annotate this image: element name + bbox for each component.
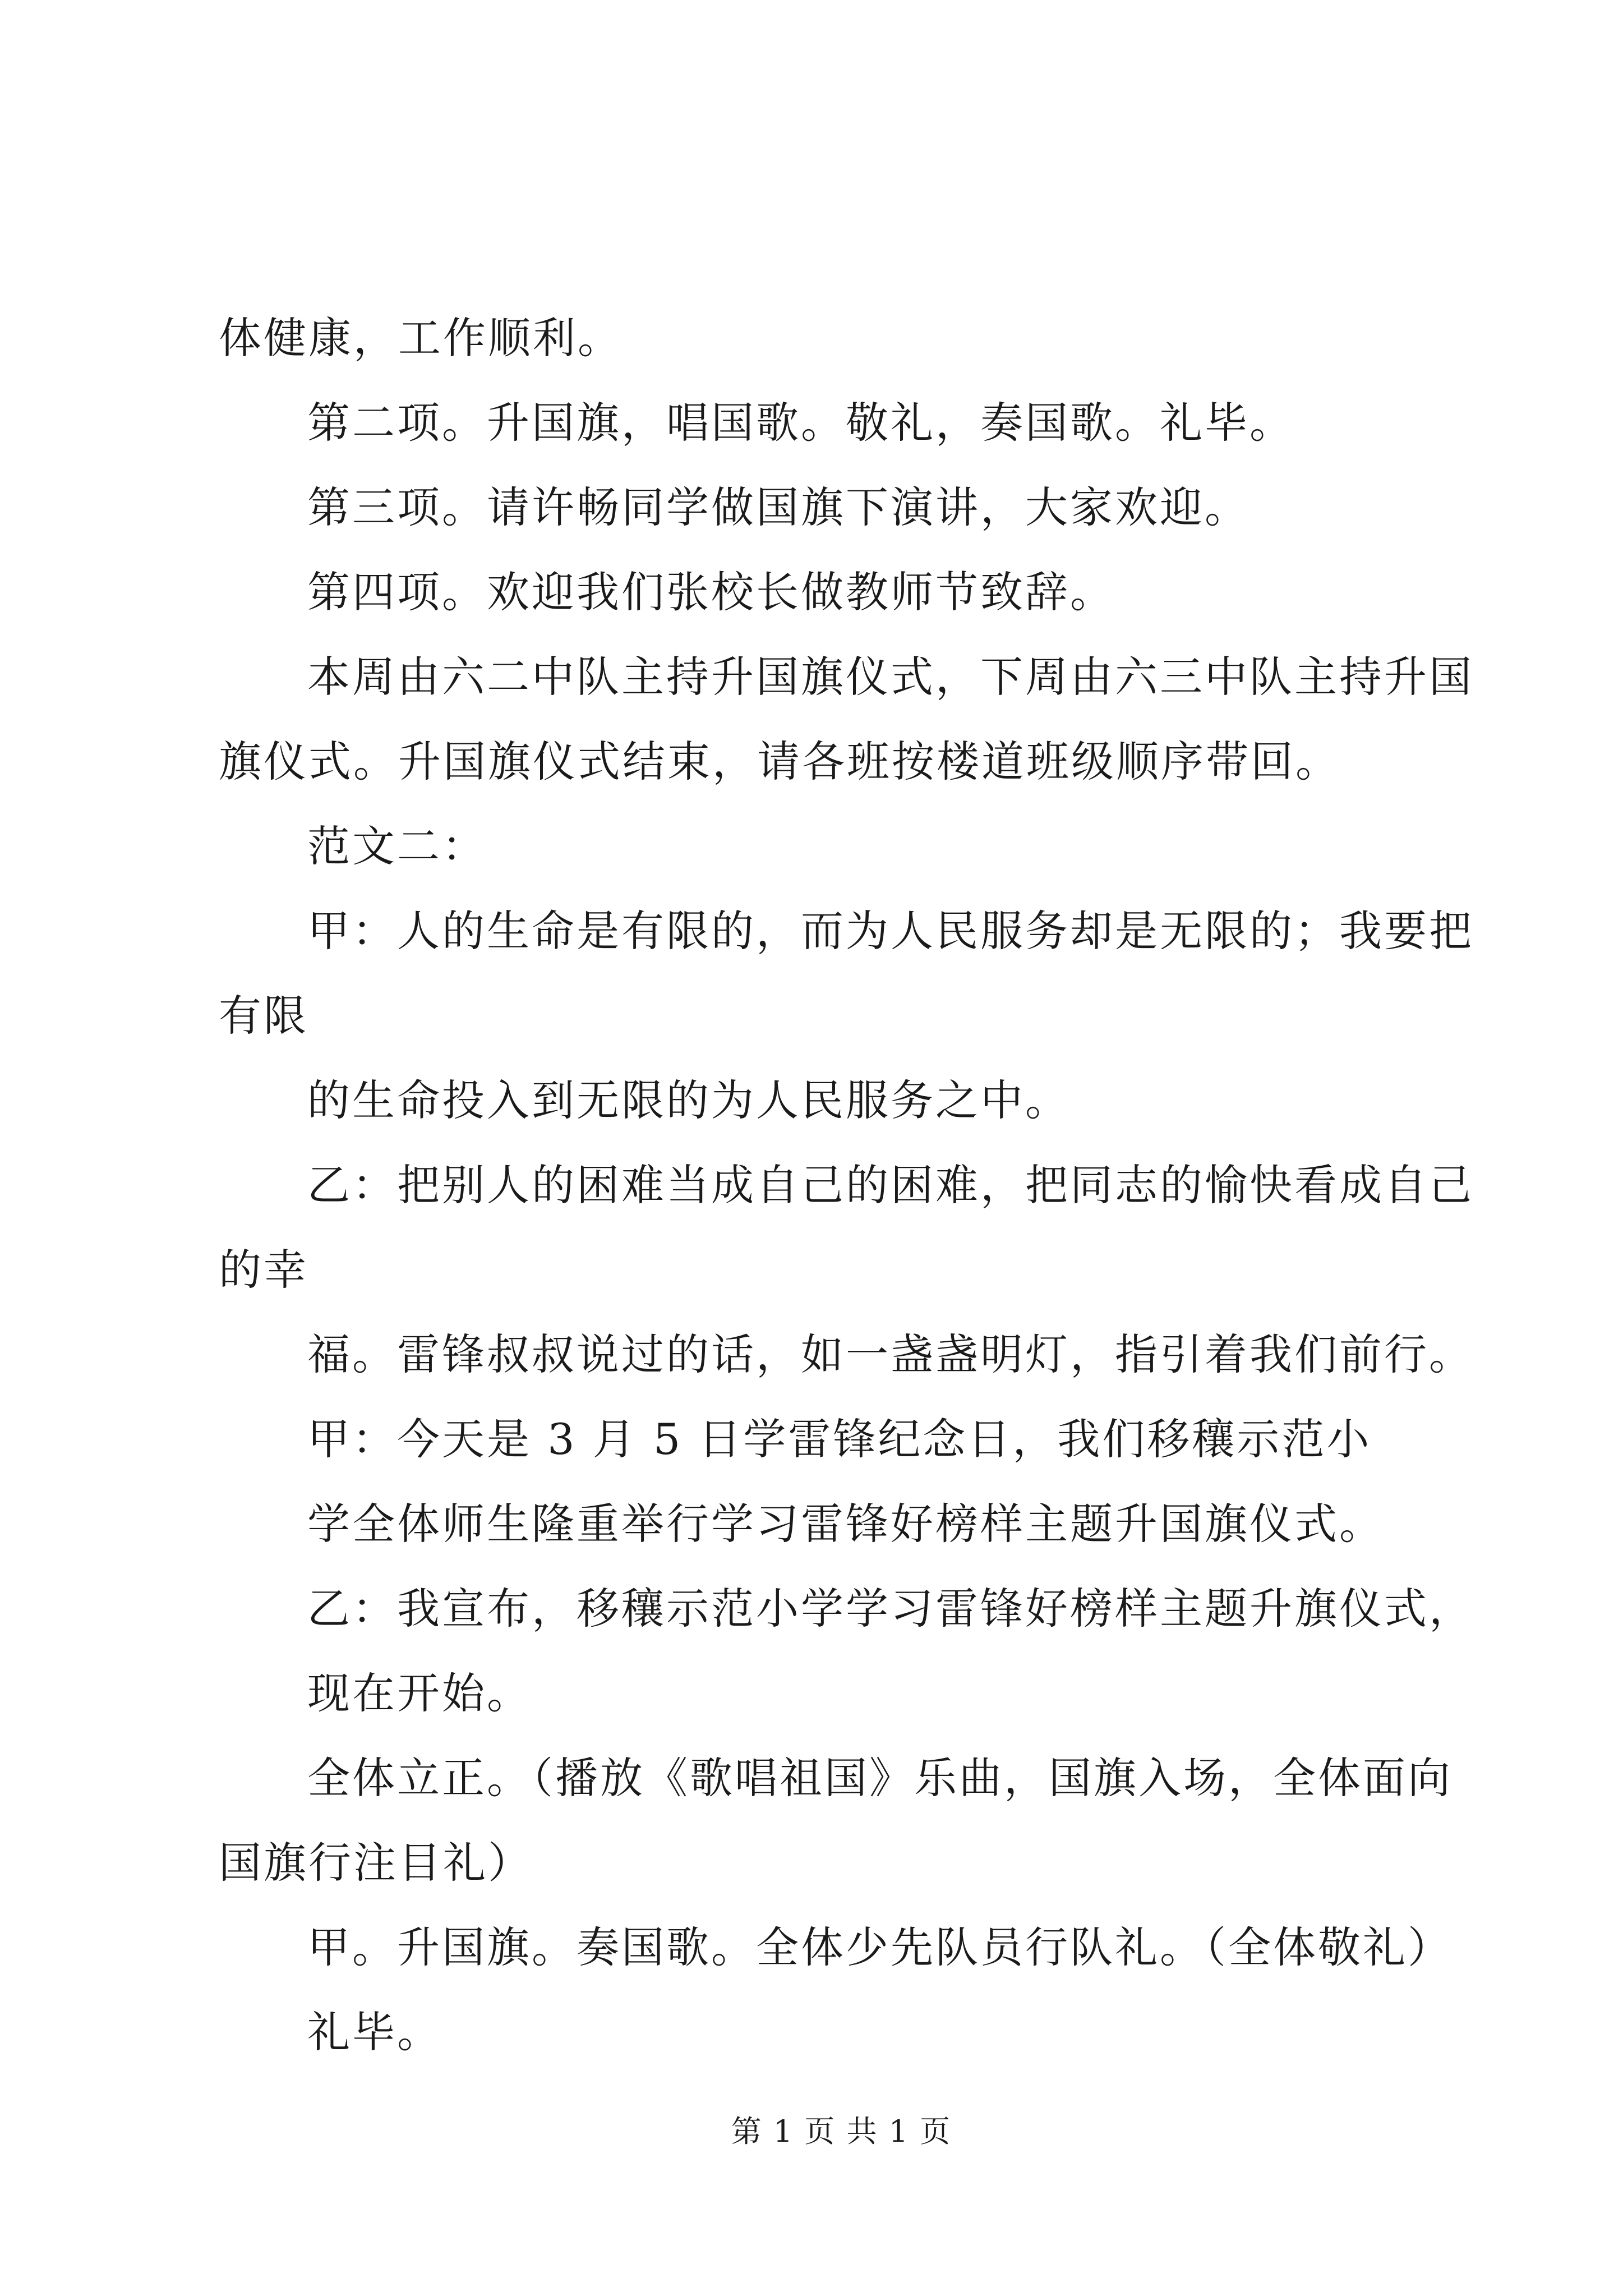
text-line: 国旗行注目礼） [219,1838,533,1888]
text-line: 有限 [219,991,308,1041]
text-line: 的幸 [219,1245,308,1295]
page-footer: 第 1 页 共 1 页 [731,2114,952,2149]
text-line: 第二项。升国旗，唱国歌。敬礼，奏国歌。礼毕。 [307,398,1294,448]
text-line: 范文二： [307,821,487,871]
text-line: 的生命投入到无限的为人民服务之中。 [307,1075,1070,1125]
text-line: 第三项。请许畅同学做国旗下演讲，大家欢迎。 [307,482,1249,532]
text-line: 福。雷锋叔叔说过的话，如一盏盏明灯，指引着我们前行。 [307,1329,1474,1379]
text-line: 旗仪式。升国旗仪式结束，请各班按楼道班级顺序带回。 [219,737,1340,786]
text-line: 乙：把别人的困难当成自己的困难，把同志的愉快看成自己 [307,1160,1474,1210]
text-line: 现在开始。 [307,1668,532,1718]
text-line: 甲：人的生命是有限的，而为人民服务却是无限的；我要把 [307,906,1474,956]
text-line: 学全体师生隆重举行学习雷锋好榜样主题升国旗仪式。 [307,1499,1384,1549]
text-line: 本周由六二中队主持升国旗仪式，下周由六三中队主持升国 [307,652,1474,702]
text-line: 礼毕。 [307,2007,442,2057]
text-line: 甲。升国旗。奏国歌。全体少先队员行队礼。（全体敬礼） [307,1922,1453,1972]
text-line: 第四项。欢迎我们张校长做教师节致辞。 [307,567,1115,617]
text-line: 体健康，工作顺利。 [219,313,623,363]
text-line: 甲：今天是 3 月 5 日学雷锋纪念日，我们移穰示范小 [307,1414,1372,1464]
text-line: 全体立正。（播放《歌唱祖国》乐曲，国旗入场，全体面向 [307,1753,1453,1803]
text-line: 乙：我宣布，移穰示范小学学习雷锋好榜样主题升旗仪式， [307,1584,1474,1634]
